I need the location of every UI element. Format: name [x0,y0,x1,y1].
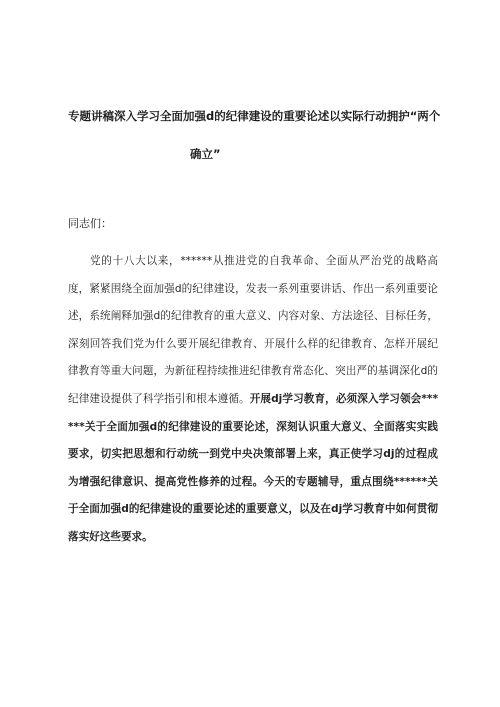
paragraph-segment-2: 开展dj学习教育，必须深入学习领会******关于全面加强d的纪律建设的重要论述，深刻认识重大意义、全面落实实践要求，切实把思想和行动统一到党中央决策部署上来，真正使学习dj的过程成为增强纪律意识、提高党性修养的过程。 [68,392,438,488]
paragraph-segment-1: 党的十八大以来，******从推进党的自我革命、全面从严治党的战略高度，紧紧围绕全面加强d的纪律建设，发表一系列重要讲话、作出一系列重要论述，系统阐释加强d的纪律教育的重大意义、内容对象、方法途径、目标任务，深刻回答我们党为什么要开展纪律教育、开展什么样的纪律教育、怎样开展纪律教育等重大问题，为新征程持续推进纪律教育常态化、突出严的基调深化d的纪律建设提供了科学指引和根本遵循。 [68,255,438,405]
salutation: 同志们： [68,217,112,230]
document-title-line-1: 专题讲稿深入学习全面加强d的纪律建设的重要论述以实际行动拥护“两个 [68,109,441,123]
document-title-line-2: 确立” [190,147,221,161]
body-paragraph [68,248,438,552]
paragraph-segment-3: 今天的专题辅导，重点围绕******关于全面加强d的纪律建设的重要论述的重要意义，以及在dj学习教育中如何贯彻落实好这些要求。 [68,475,438,543]
